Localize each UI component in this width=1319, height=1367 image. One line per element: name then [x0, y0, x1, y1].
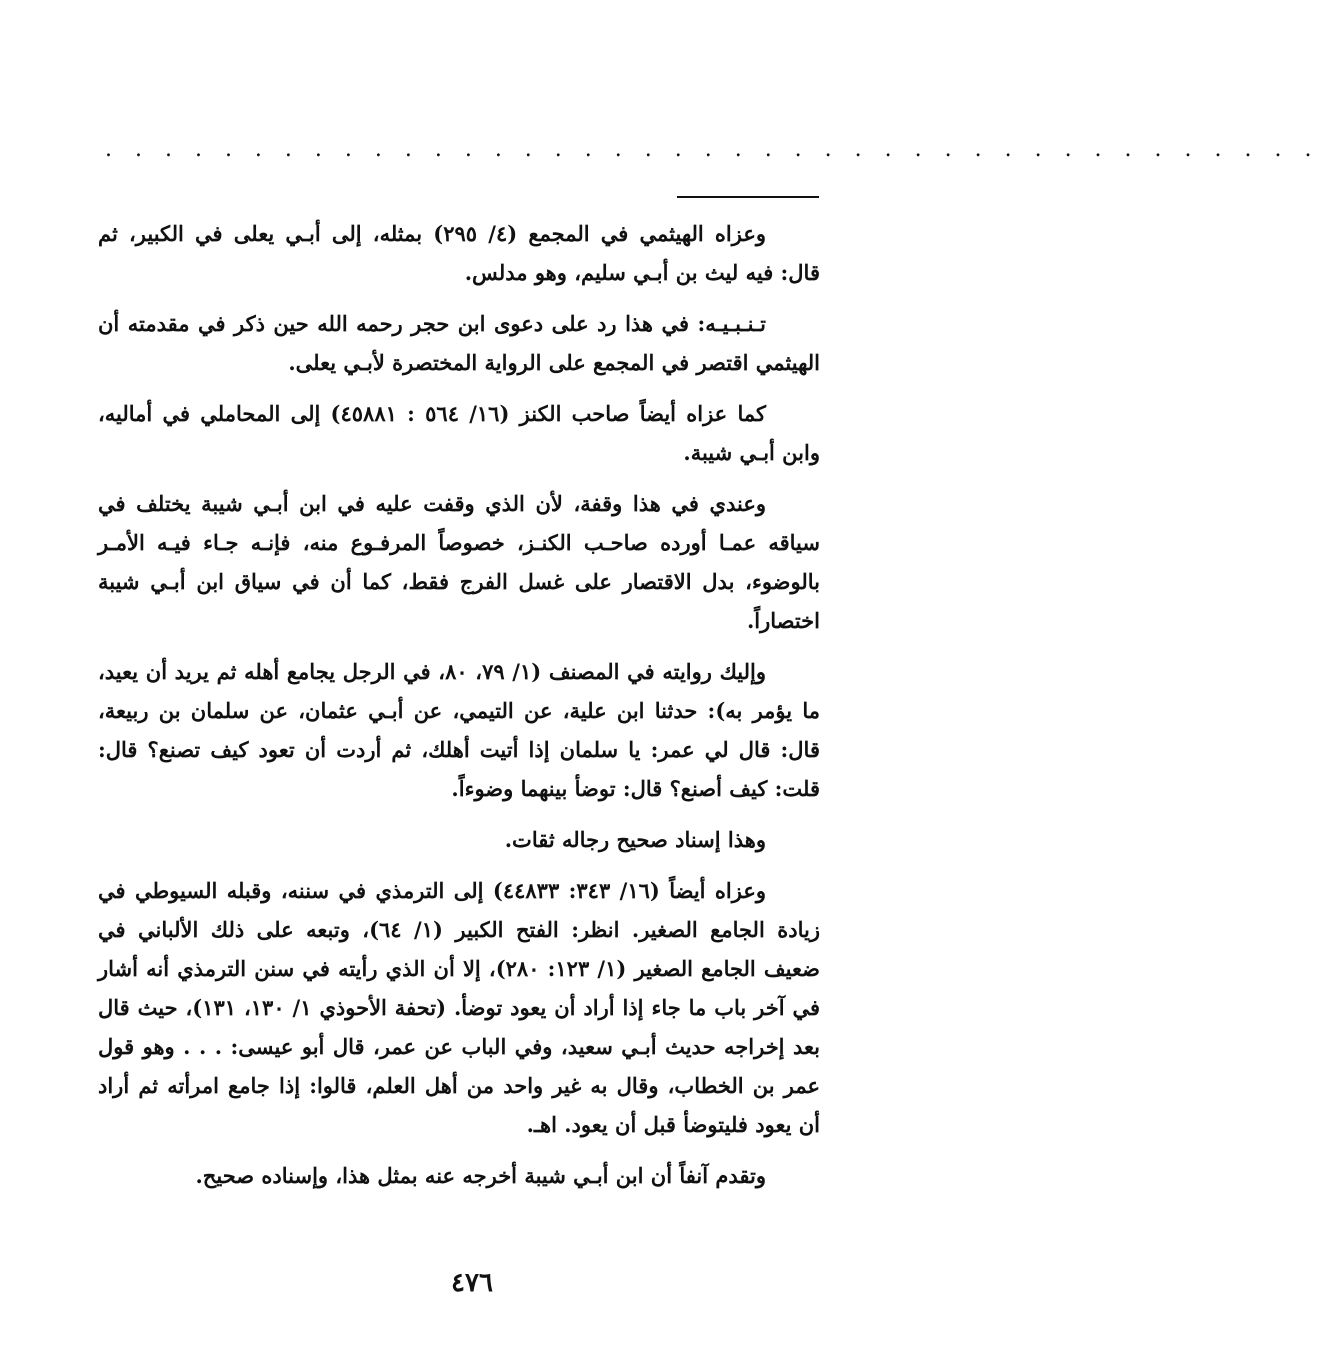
paragraph-note: تـنـبـيـه: في هذا رد على دعوى ابن حجر رحمه الله حين ذكر في مقدمته أن الهيثمي اقتصر في المجمع على الرواية المختصرة لأبـي يعلى. [98, 311, 820, 375]
paragraph-tirmidhi: وعزاه أيضاً (١٦/ ٣٤٣: ٤٤٨٣٣) إلى الترمذي في سننه، وقبله السيوطي في زيادة الجامع الصغير. انظر: الفتح الكبير (١/ ٦٤)، وتبعه على ذلك الألباني في ضعيف الجامع الصغير (١/ ١٢٣: ٢٨٠)، إلا أن الذي رأيته في سنن الترمذي أنه أشار في آخر باب ما جاء إذا أراد أن يعود توضأ. (تحفة الأحوذي ١/ ١٣٠، ١٣١)، حيث قال بعد إخراجه حديث أبـي سعيد، وفي الباب عن عمر، قال أبو عيسى: . . . وهو قول عمر بن الخطاب، وقال به غير واحد من أهل العلم، قالوا: إذا جامع امرأته ثم أراد أن يعود فليتوضأ قبل أن يعود. اهـ. [98, 878, 821, 1137]
paragraph-isnad: وهذا إسناد صحيح رجاله ثقات. [504, 827, 766, 852]
paragraph-pause: وعندي في هذا وقفة، لأن الذي وقفت عليه في ابن أبـي شيبة يختلف في سياقه عمـا أورده صاحـب الكنـز، خصوصاً المرفـوع منه، فإنـه جـاء فيـه الأمـر بالوضوء، بدل الاقتصار على غسل الفرج فقط، كما أن في سياق ابن أبـي شيبة اختصاراً. [98, 491, 820, 633]
footnote-separator-rule [677, 196, 819, 198]
paragraph-haythami: وعزاه الهيثمي في المجمع (٤/ ٢٩٥) بمثله، إلى أبـي يعلى في الكبير، ثم قال: فيه ليث بن أبـي سليم، وهو مدلس. [98, 221, 820, 285]
paragraph-conclusion: وتقدم آنفاً أن ابن أبـي شيبة أخرجه عنه بمثل هذا، وإسناده صحيح. [195, 1163, 766, 1188]
footnote-body [98, 214, 820, 1195]
page-number: ٤٧٦ [451, 1268, 493, 1298]
paragraph-kanz: كما عزاه أيضاً صاحب الكنز (١٦/ ٥٦٤ : ٤٥٨٨١) إلى المحاملي في أماليه، وابن أبـي شيبة. [98, 401, 820, 465]
header-dotted-line: . . . . . . . . . . . . . . . . . . . . . . . . . . . . . . . . . . . . . . . . . [105, 137, 1319, 162]
paragraph-musannaf: وإليك روايته في المصنف (١/ ٧٩، ٨٠، في الرجل يجامع أهله ثم يريد أن يعيد، ما يؤمر به): حدثنا ابن علية، عن التيمي، عن أبـي عثمان، عن سلمان بن ربيعة، قال: قال لي عمر: يا سلمان إذا أتيت أهلك، ثم أردت أن تعود كيف تصنع؟ قال: قلت: كيف أصنع؟ قال: توضأ بينهما وضوءاً. [98, 659, 820, 801]
